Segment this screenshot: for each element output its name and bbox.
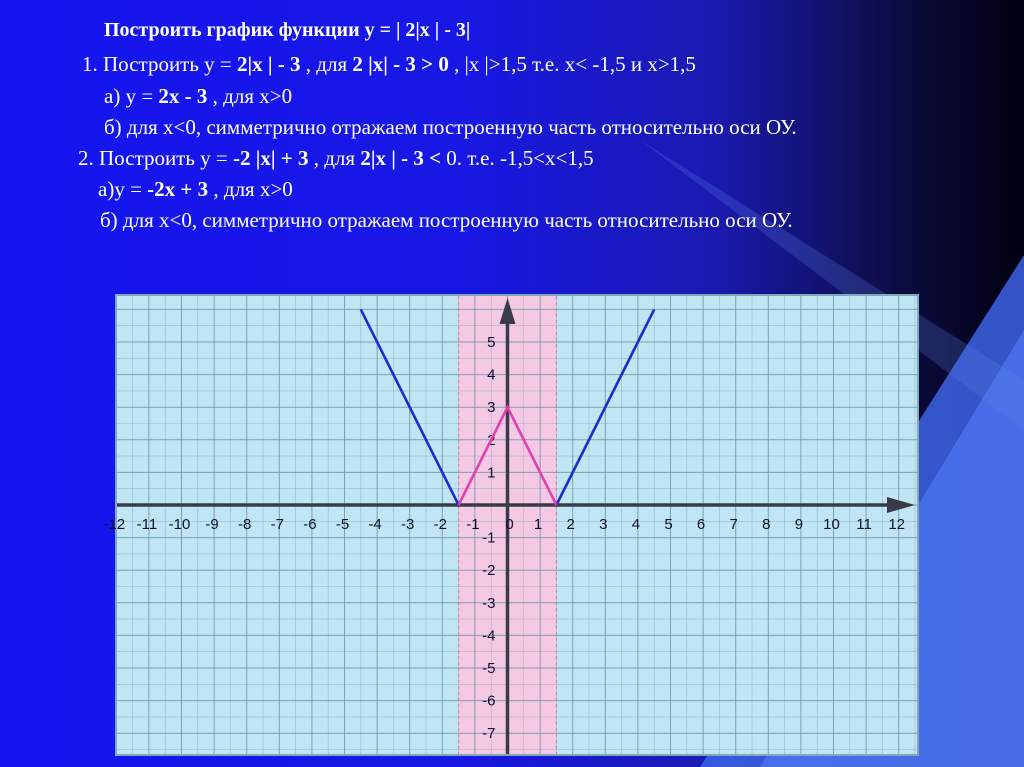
x-tick-label: 2 (566, 516, 575, 533)
y-tick-label: -1 (482, 529, 496, 547)
y-tick-label: 1 (487, 464, 496, 482)
y-tick-label: -2 (482, 562, 496, 580)
x-tick-label: 6 (696, 516, 706, 533)
step-2-condition: 2|x | - 3 < (360, 146, 442, 170)
step-2-text (78, 146, 594, 170)
x-tick-label: 9 (794, 516, 804, 533)
x-tick-label: -8 (238, 516, 252, 533)
x-tick-label: -10 (168, 516, 191, 533)
x-tick-label: 7 (729, 516, 738, 533)
function-graph (103, 294, 919, 756)
step-2-mid: , для (308, 146, 361, 170)
x-tick-label: 5 (664, 516, 673, 533)
y-tick-label: -7 (482, 725, 496, 743)
x-tick-label: 8 (762, 516, 771, 533)
step-1-tail: , |x |>1,5 т.е. x< -1,5 и x>1,5 (448, 52, 696, 76)
x-tick-label: -12 (103, 516, 126, 533)
y-tick-label: -4 (482, 627, 496, 645)
x-tick-label: -9 (205, 516, 219, 533)
step-1-text (82, 52, 696, 76)
y-tick-label: -5 (482, 660, 496, 677)
step-1b-text: б) для x<0, симметрично отражаем построенную часть относительно оси ОУ. (104, 115, 797, 139)
x-tick-label: -6 (303, 516, 317, 533)
x-tick-label: -11 (136, 516, 158, 533)
x-tick-label: -5 (335, 516, 350, 533)
y-tick-label: 3 (487, 399, 496, 417)
step-1-lead: 1. Построить y = (82, 52, 238, 76)
step-1-mid: , для (300, 52, 353, 76)
graph-svg (103, 296, 917, 754)
x-tick-label: -7 (270, 516, 284, 533)
step-1a-text (104, 84, 292, 108)
x-tick-label: 0 (505, 516, 514, 533)
step-1-expression: 2|x | - 3 (237, 52, 301, 76)
step-1-condition: 2 |x| - 3 > 0 (352, 52, 449, 76)
step-2-lead: 2. Построить y = (78, 146, 234, 170)
x-tick-label: -4 (368, 516, 382, 533)
x-axis-arrow (887, 497, 915, 513)
step-2a-text (98, 177, 293, 201)
step-1a-lead: а) y = (104, 84, 159, 108)
x-tick-label: -2 (433, 516, 447, 533)
step-2-tail: 0. т.е. -1,5<x<1,5 (441, 146, 594, 170)
x-tick-label: 3 (599, 516, 608, 533)
step-2a-lead: а)y = (98, 177, 148, 201)
x-tick-label: 1 (533, 516, 543, 533)
step-2b-text: б) для x<0, симметрично отражаем построенную часть относительно оси ОУ. (100, 208, 793, 232)
x-tick-label: 11 (856, 516, 872, 533)
y-tick-label: -6 (482, 692, 496, 710)
step-2a-tail: , для x>0 (208, 177, 293, 201)
y-tick-label: -3 (482, 594, 496, 612)
slide-title: Построить график функции y = | 2|x | - 3| (104, 19, 471, 41)
y-tick-label: 5 (487, 334, 496, 351)
step-1a-expression: 2x - 3 (158, 84, 208, 108)
x-tick-label: 10 (823, 516, 840, 533)
step-2-expression: -2 |x| + 3 (233, 146, 309, 170)
x-tick-label: 12 (888, 516, 906, 533)
x-tick-label: -1 (466, 516, 480, 533)
y-tick-label: 2 (487, 431, 496, 449)
x-tick-label: 4 (631, 516, 641, 533)
y-tick-label: 4 (487, 366, 496, 384)
x-tick-label: -3 (401, 516, 415, 533)
step-2a-expression: -2x + 3 (147, 177, 209, 201)
step-1a-tail: , для x>0 (207, 84, 293, 108)
